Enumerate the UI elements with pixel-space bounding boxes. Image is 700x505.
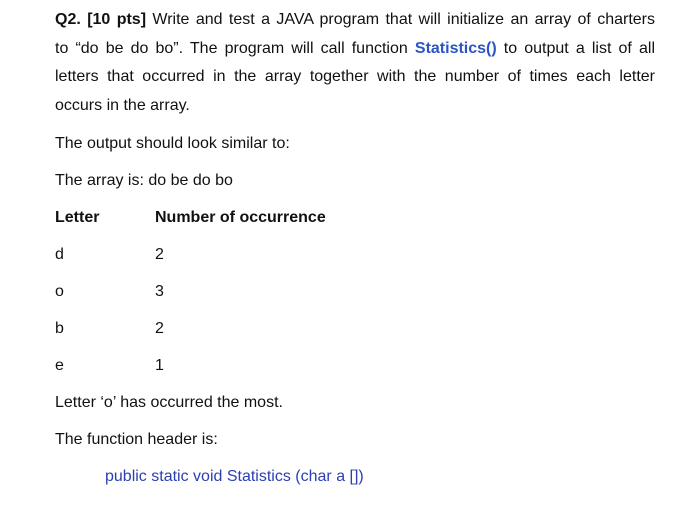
table-header-count: Number of occurrence	[155, 209, 326, 226]
question-line-2-post: to output a list of all	[496, 39, 655, 57]
question-line-2	[55, 35, 655, 64]
question-line-4: occurs in the array.	[55, 96, 190, 114]
question-line-1-text: Write and test a JAVA program that will initialize an array of charters	[146, 11, 655, 28]
table-row-letter: o	[55, 283, 64, 300]
question-line-2-pre: to “do be do bo”. The program will call function	[55, 39, 415, 57]
question-points: [10 pts]	[87, 11, 147, 28]
output-intro: The output should look similar to:	[55, 135, 290, 152]
question-line-1	[55, 6, 655, 35]
question-paragraph	[55, 6, 655, 120]
table-row-count: 3	[155, 283, 164, 300]
most-occurred-line: Letter ‘o’ has occurred the most.	[55, 394, 283, 411]
question-line-3: letters that occurred in the array together with the number of times each letter	[55, 68, 655, 85]
question-number: Q2.	[55, 11, 81, 28]
table-row-letter: d	[55, 246, 64, 263]
table-row-letter: b	[55, 320, 64, 337]
table-row-letter: e	[55, 357, 64, 374]
array-line: The array is: do be do bo	[55, 172, 233, 189]
table-header-letter: Letter	[55, 209, 100, 226]
table-row-count: 2	[155, 320, 164, 337]
table-row-count: 2	[155, 246, 164, 263]
function-name: Statistics()	[414, 39, 497, 57]
function-header-code: public static void Statistics (char a [])	[105, 468, 364, 485]
function-header-intro: The function header is:	[55, 431, 218, 448]
table-row-count: 1	[155, 357, 164, 374]
